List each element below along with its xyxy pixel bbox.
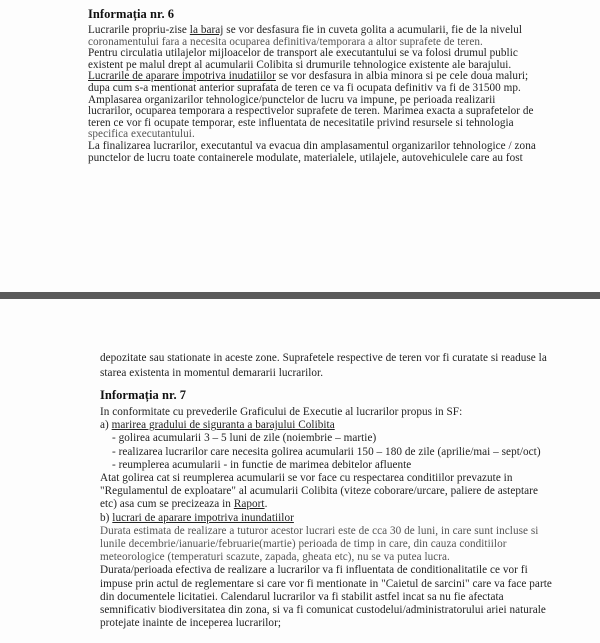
line-text: punctelor de lucru toate containerele modulate, materialele, utilajele, autovehiculele care au fost [88,151,523,164]
line-text: lunile decembrie/ianuarie/februarie(martie) perioada de timp in care, din cauza conditiilor [100,538,507,550]
text-line [100,406,462,419]
line-text: meteorologice (temperaturi scazute, zapada, gheata etc), nu se va putea lucra. [100,551,450,564]
text-line [112,432,376,445]
line-text: Atat golirea cat si reumplerea acumularii se vor face cu respectarea conditiilor prevazute in [100,472,513,484]
text-line [100,419,335,432]
line-text: protejate inainte de inceperea lucrarilor; [100,617,282,630]
text-line [100,591,504,604]
line-text: se vor desfasura in albia minora si pe cele doua maluri; [275,70,529,83]
text-line [100,472,512,485]
heading-info-6: Informația nr. 6 [88,7,175,21]
line-text: Durata estimata de realizare a tuturor acestor lucrari este de cca 30 de luni, in care sunt incluse si [100,524,539,537]
line-text: La finalizarea lucrarilor, executantul va evacua din amplasamentul organizarilor tehnologice / zona [88,140,536,152]
text-line [100,551,450,564]
text-line [112,459,411,472]
bottom-scanned-page [0,299,600,643]
page-divider [0,292,600,299]
line-text: specifica executantului. [88,128,195,141]
line-text: teren ce vor fi ocupate temporar, este influentata de necesitatile privind resursele si tehnologia [88,116,514,129]
text-line [100,485,538,498]
line-text: existent pe malul drept al acumularii Colibita si drumurile tehnologice existente ale barajului. [88,58,512,71]
line-text: din documentele licitatiei. Calendarul lucrarilor va fi stabilit astfel incat sa nu fie afectata [100,590,504,603]
text-line [100,525,538,538]
heading-info-7: Informația nr. 7 [100,388,187,402]
text-line [112,446,541,459]
line-text: Durata/perioada efectiva de realizare a lucrarilor va fi influentata de conditionalitatile ce vor fi [100,564,528,577]
line-text: - golirea acumularii 3 – 5 luni de zile (noiembrie – martie) [112,432,377,445]
line-text: dupa cum s-a mentionat anterior suprafata de teren ce va fi ocupata definitiv va fi de 31500 mp. [88,82,521,94]
line-text: - realizarea lucrarilor care necesita golirea acumularii 150 – 180 de zile (aprilie/mai – sept/oct) [112,445,541,458]
line-text: In conformitate cu prevederile Graficului de Executie al lucrarilor propus in SF: [100,406,463,418]
text-line [100,604,546,617]
line-text: impuse prin actul de reglementare si care vor fi mentionate in "Caietul de sarcini" care va face parte [100,577,552,590]
underlined-text: Lucrarile de aparare impotriva inudatiilor [88,70,276,83]
intro-line: starea existenta in momentul demararii lucrarilor. [100,367,324,379]
text-line [100,512,294,525]
underlined-text: Raport [233,498,265,511]
line-text: . [264,498,268,511]
text-line [100,564,528,577]
underlined-text: marirea gradului de siguranta a barajului Colibita [111,419,335,432]
line-text: b) [100,511,113,524]
line-text: etc) asa cum se precizeaza in [100,498,234,511]
text-line [100,498,267,511]
text-line [88,152,523,165]
line-text: Lucrarile propriu-zise [88,24,190,36]
text-line [100,538,507,551]
line-text: lucrarilor, ocuparea temporara a respectivelor suprafete de teren. Marimea exacta a suprafetelor de [88,105,534,118]
line-text: semnificativ biodiversitatea din zona, si va fi comunicat custodelui/administratorului ariei naturale [100,604,546,616]
text-line [100,617,281,630]
line-text: a) [100,419,112,432]
line-text: Pentru circulatia utilajelor mijloacelor de transport ale executantului se va folosi drumul public [88,47,518,60]
text-line [100,578,552,591]
line-text: se vor desfasura fie in cuveta golita a acumularii, fie de la nivelul [223,24,523,36]
top-scanned-page [0,0,600,292]
underlined-text: lucrari de aparare impotriva inundatiilor [112,511,294,524]
line-text: coronamentului fara a necesita ocuparea definitiva/temporara a altor suprafete de teren. [88,35,483,48]
underlined-text: la baraj [189,24,224,36]
line-text: - reumplerea acumularii - in functie de marimea debitelor afluente [112,458,412,471]
line-text: "Regulamentul de exploatare" al acumularii Colibita (viteze coborare/urcare, paliere de asteptare [100,485,538,498]
line-text: Amplasarea organizarilor tehnologice/punctelor de lucru va impune, pe perioada realizarii [88,93,496,106]
intro-line: depozitate sau stationate in aceste zone. Suprafetele respective de teren vor fi curatate si readuse la [100,352,547,364]
